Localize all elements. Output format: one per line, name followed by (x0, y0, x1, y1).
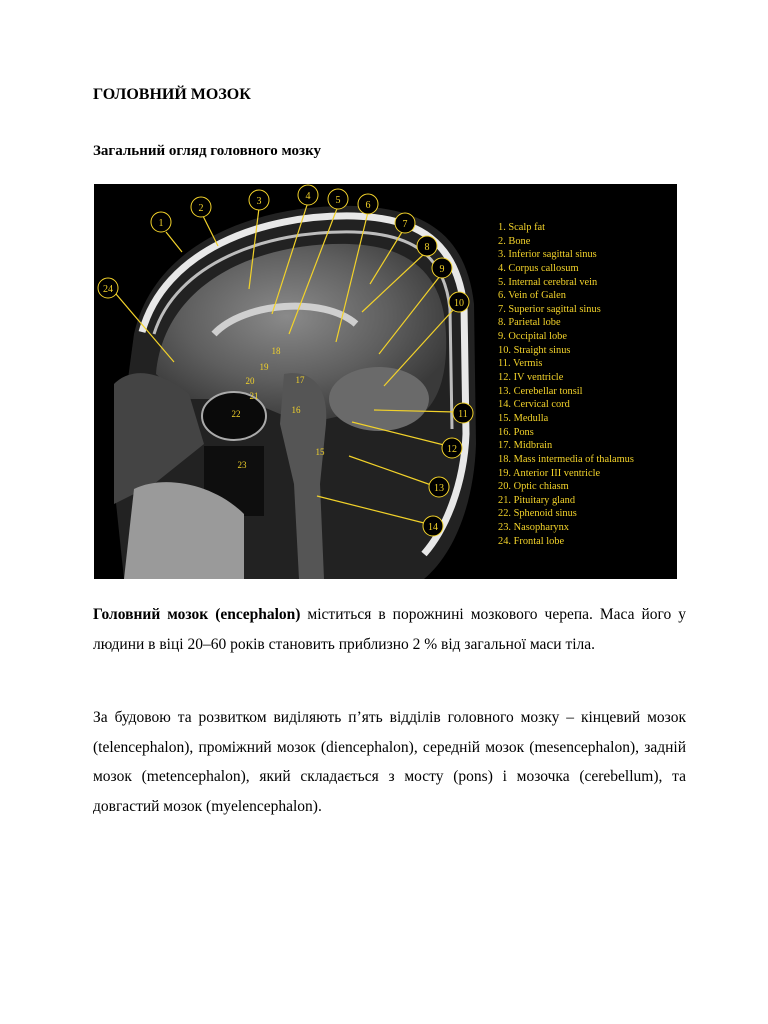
legend-item: 15. Medulla (498, 412, 549, 424)
section-subtitle: Загальний огляд головного мозку (93, 143, 321, 159)
legend-item: 13. Cerebellar tonsil (498, 385, 583, 397)
label-17: 17 (295, 375, 305, 385)
callout-8: 8 (424, 242, 430, 253)
label-22: 22 (231, 409, 241, 419)
legend-item: 24. Frontal lobe (498, 535, 565, 547)
legend-item: 17. Midbrain (498, 440, 553, 452)
callout-11: 11 (458, 409, 468, 420)
callout-7: 7 (402, 219, 408, 230)
legend-item: 4. Corpus callosum (498, 262, 579, 274)
callout-5: 5 (335, 195, 341, 206)
label-16: 16 (291, 405, 301, 415)
legend-item: 1. Scalp fat (498, 222, 546, 233)
label-23: 23 (237, 460, 247, 470)
legend-item: 20. Optic chiasm (498, 481, 569, 493)
callout-10: 10 (454, 298, 464, 309)
callout-3: 3 (256, 196, 262, 207)
term-latin: (encephalon) (215, 606, 301, 623)
page-title: ГОЛОВНИЙ МОЗОК (93, 86, 251, 103)
cerebellum (329, 367, 429, 431)
label-20: 20 (245, 376, 255, 386)
callout-13: 13 (434, 483, 444, 494)
label-21: 21 (249, 391, 259, 401)
legend-item: 10. Straight sinus (498, 344, 571, 356)
mri-figure (94, 184, 677, 579)
legend-item: 9. Occipital lobe (498, 331, 567, 343)
legend-item: 22. Sphenoid sinus (498, 508, 577, 520)
term-encephalon: Головний мозок (93, 606, 209, 623)
callout-14: 14 (428, 522, 438, 533)
legend-item: 18. Mass intermedia of thalamus (498, 453, 634, 465)
callout-1: 1 (158, 218, 164, 229)
legend-item: 19. Anterior III ventricle (498, 467, 601, 479)
callout-6: 6 (365, 200, 371, 211)
legend-item: 21. Pituitary gland (498, 494, 576, 506)
legend-item: 23. Nasopharynx (498, 522, 569, 534)
callout-24: 24 (103, 284, 113, 295)
callout-12: 12 (447, 444, 457, 455)
callout-4: 4 (305, 191, 311, 202)
paragraph-intro (93, 600, 686, 659)
label-19: 19 (259, 362, 269, 372)
label-15: 15 (315, 447, 325, 457)
legend-item: 3. Inferior sagittal sinus (498, 249, 597, 261)
legend-item: 5. Internal cerebral vein (498, 276, 598, 288)
callout-9: 9 (439, 264, 445, 275)
legend-item: 14. Cervical cord (498, 399, 570, 411)
legend-item: 11. Vermis (498, 358, 543, 370)
legend-item: 6. Vein of Galen (498, 290, 566, 302)
callout-2: 2 (198, 203, 204, 214)
paragraph-intro-text: міститься в порожнині мозкового черепа. Маса його у людини в віці 20–60 років становить приблизно 2 % від загальної маси тіла. (93, 606, 686, 653)
figure-legend (498, 221, 634, 548)
paragraph-divisions: За будовою та розвитком виділяють п’ять відділів головного мозку – кінцевий мозок (telencephalon), проміжний мозок (diencephalon), середній мозок (mesencephalon), задній мозок (metencephalon), який складається з мосту (pons) і мозочка (cerebellum), та довгастий мозок (myelencephalon). (93, 709, 686, 815)
label-18: 18 (271, 346, 281, 356)
legend-item: 2. Bone (498, 235, 531, 247)
legend-item: 7. Superior sagittal sinus (498, 303, 601, 315)
legend-item: 8. Parietal lobe (498, 317, 561, 329)
legend-item: 16. Pons (498, 426, 534, 438)
legend-item: 12. IV ventricle (498, 372, 564, 384)
